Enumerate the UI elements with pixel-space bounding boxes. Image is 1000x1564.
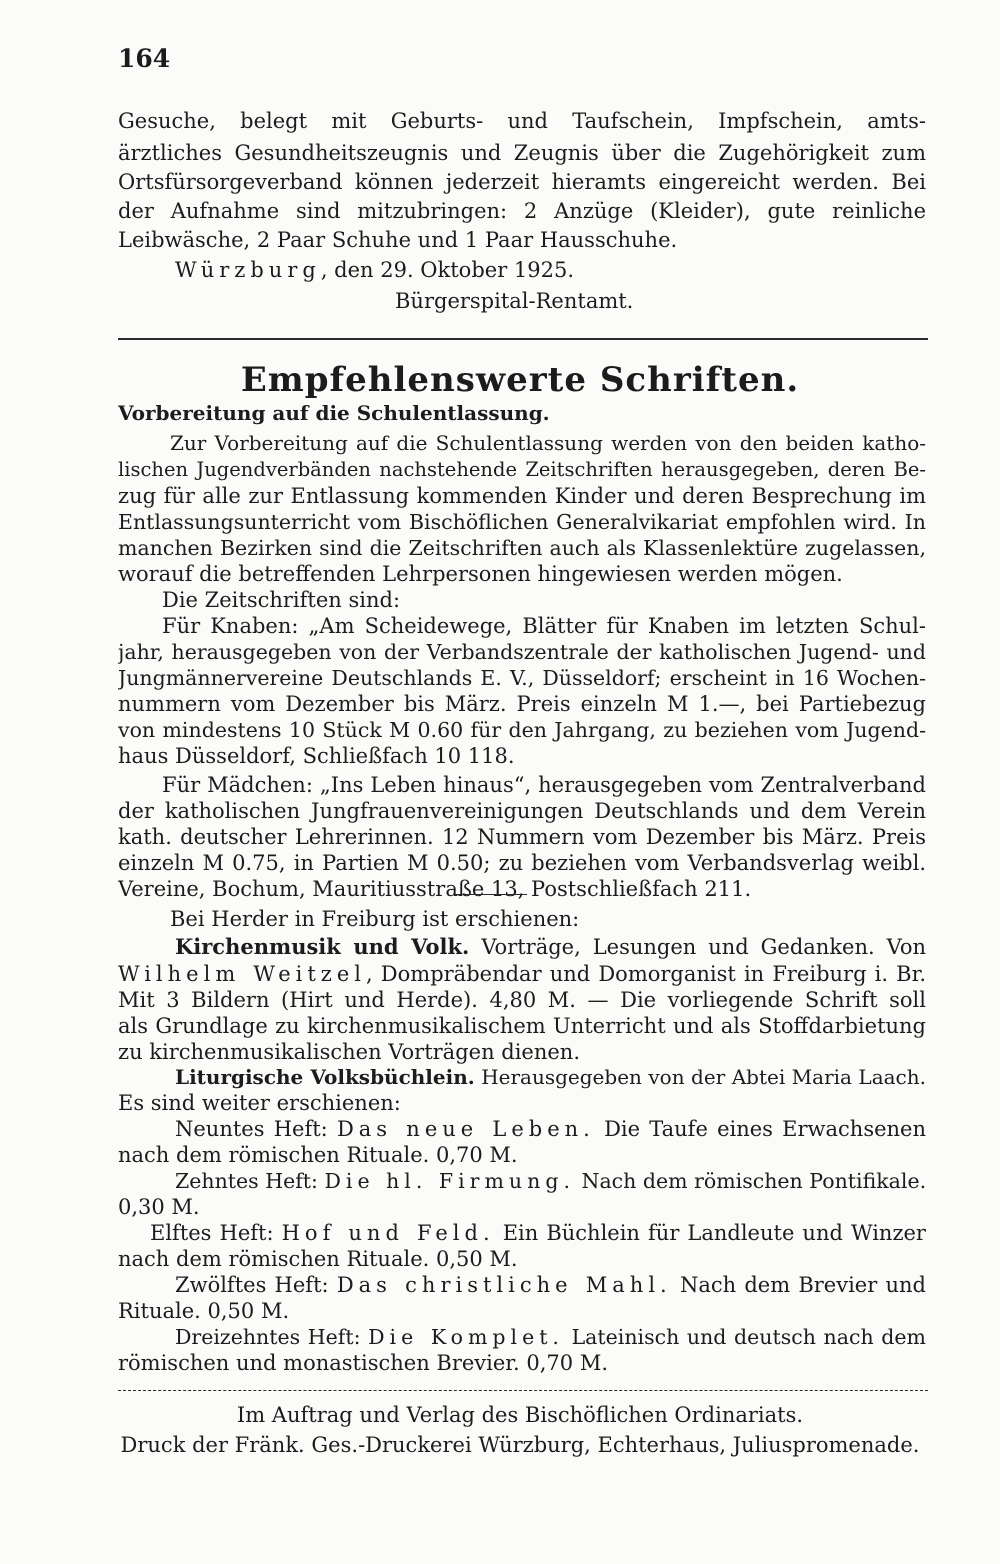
knaben-line: von mindestens 10 Stück M 0.60 für den Jahrgang, zu beziehen vom Jugend- xyxy=(118,718,926,742)
heft-title: Die hl. Firmung. xyxy=(324,1169,575,1193)
zeitschriften-intro: Die Zeitschriften sind: xyxy=(162,588,401,612)
paragraph-line: Entlassungsunterricht vom Bischöflichen Generalvikariat empfohlen wird. In xyxy=(118,510,926,534)
heft-entry-cont: nach dem römischen Rituale. 0,70 M. xyxy=(118,1143,518,1167)
intro-line: Leibwäsche, 2 Paar Schuhe und 1 Paar Hausschuhe. xyxy=(118,228,678,252)
heft-title: Das neue Leben. xyxy=(336,1117,595,1141)
author-title: , Dompräbendar und Domorganist in Freiburg i. Br. xyxy=(366,962,926,986)
heft-title: Die Komplet. xyxy=(368,1325,564,1349)
heft-title: Hof und Feld. xyxy=(281,1221,495,1245)
knaben-line: Jungmännervereine Deutschlands E. V., Düsseldorf; erscheint in 16 Wochen- xyxy=(118,666,926,690)
heft-label: Neuntes Heft: xyxy=(175,1117,328,1141)
knaben-line: haus Düsseldorf, Schließfach 10 118. xyxy=(118,744,515,768)
author-name: Wilhelm Weitzel xyxy=(118,962,367,986)
liturgische-editor: Herausgegeben von der Abtei Maria Laach. xyxy=(481,1065,926,1089)
heft-entry-cont: 0,30 M. xyxy=(118,1195,200,1219)
paragraph-line: Zur Vorbereitung auf die Schulentlassung werden von den beiden katho- xyxy=(170,431,926,455)
footer-divider xyxy=(118,1390,928,1391)
liturgische-line xyxy=(175,1064,926,1090)
maedchen-line: Vereine, Bochum, Mauritiusstraße 13, Postschließfach 211. xyxy=(118,877,752,901)
heft-entry-cont: nach dem römischen Rituale. 0,50 M. xyxy=(118,1247,518,1271)
kirchenmusik-title: Kirchenmusik und Volk. xyxy=(175,934,470,959)
heft-description: Die Taufe eines Erwachsenen xyxy=(604,1117,926,1141)
heft-entry xyxy=(175,1324,926,1350)
heft-entry xyxy=(175,1272,926,1298)
imprint-line: Druck der Fränk. Ges.-Druckerei Würzburg, Echterhaus, Juliuspromenade. xyxy=(120,1433,920,1457)
intro-line: Gesuche, belegt mit Geburts- und Taufschein, Impfschein, amts- xyxy=(118,109,926,133)
kirchenmusik-line: zu kirchenmusikalischen Vorträgen dienen. xyxy=(118,1040,581,1064)
maedchen-line: kath. deutscher Lehrerinnen. 12 Nummern vom Dezember bis März. Preis xyxy=(118,825,926,849)
date-text: , den 29. Oktober 1925. xyxy=(320,258,575,282)
kirchenmusik-line xyxy=(118,961,926,987)
heft-entry xyxy=(150,1220,926,1246)
heft-title: Das christliche Mahl. xyxy=(336,1273,672,1297)
liturgische-title: Liturgische Volksbüchlein. xyxy=(175,1065,475,1089)
place-name: Würzburg xyxy=(175,258,321,282)
paragraph-line: manchen Bezirken sind die Zeitschriften auch als Klassenlektüre zugelassen, xyxy=(118,536,926,560)
dateline xyxy=(175,257,574,283)
maedchen-line: einzeln M 0.75, in Partien M 0.50; zu beziehen vom Verbandsverlag weibl. xyxy=(118,851,926,875)
heft-entry xyxy=(175,1168,926,1194)
knaben-line: nummern vom Dezember bis März. Preis einzeln M 1.—, bei Partiebezug xyxy=(118,692,926,716)
intro-line: Ortsfürsorgeverband können jederzeit hieramts eingereicht werden. Bei xyxy=(118,170,926,194)
paragraph-line: worauf die betreffenden Lehrpersonen hingewiesen werden mögen. xyxy=(118,562,843,586)
maedchen-line: der katholischen Jungfrauenvereinigungen Deutschlands und dem Verein xyxy=(118,799,926,823)
page-number: 164 xyxy=(118,44,171,73)
subheading: Vorbereitung auf die Schulentlassung. xyxy=(118,401,550,425)
maedchen-line: Für Mädchen: „Ins Leben hinaus“, herausgegeben vom Zentralverband xyxy=(162,773,926,797)
kirchenmusik-line: Mit 3 Bildern (Hirt und Herde). 4,80 M. — Die vorliegende Schrift soll xyxy=(118,988,926,1012)
knaben-line: jahr, herausgegeben von der Verbandszentrale der katholischen Jugend- und xyxy=(118,640,926,664)
kirchenmusik-line xyxy=(175,934,926,960)
heft-entry-cont: Rituale. 0,50 M. xyxy=(118,1299,290,1323)
herder-intro: Bei Herder in Freiburg ist erschienen: xyxy=(170,907,580,931)
section-divider xyxy=(118,338,928,340)
kirchenmusik-subtitle: Vorträge, Lesungen und Gedanken. Von xyxy=(481,935,926,959)
heft-entry-cont: römischen und monastischen Brevier. 0,70 M. xyxy=(118,1351,608,1375)
paragraph-line: zug für alle zur Entlassung kommenden Kinder und deren Besprechung im xyxy=(118,484,926,508)
short-divider xyxy=(455,894,527,895)
kirchenmusik-line: als Grundlage zu kirchenmusikalischem Unterricht und als Stoffdarbietung xyxy=(118,1014,926,1038)
heft-description: Nach dem Brevier und xyxy=(679,1273,926,1297)
imprint-line: Im Auftrag und Verlag des Bischöflichen Ordinariats. xyxy=(236,1403,804,1427)
heft-label: Dreizehntes Heft: xyxy=(175,1325,361,1349)
section-heading: Empfehlenswerte Schriften. xyxy=(240,360,800,400)
heft-label: Elftes Heft: xyxy=(150,1221,274,1245)
intro-line: ärztliches Gesundheitszeugnis und Zeugnis über die Zugehörigkeit zum xyxy=(118,141,926,165)
heft-description: Nach dem römischen Pontifikale. xyxy=(581,1169,926,1193)
liturgische-line: Es sind weiter erschienen: xyxy=(118,1091,401,1115)
heft-description: Ein Büchlein für Landleute und Winzer xyxy=(502,1221,926,1245)
intro-line: der Aufnahme sind mitzubringen: 2 Anzüge (Kleider), gute reinliche xyxy=(118,199,926,223)
heft-description: Lateinisch und deutsch nach dem xyxy=(571,1325,926,1349)
knaben-line: Für Knaben: „Am Scheidewege, Blätter für Knaben im letzten Schul- xyxy=(162,614,926,638)
heft-label: Zehntes Heft: xyxy=(175,1169,318,1193)
issuing-office: Bürgerspital-Rentamt. xyxy=(395,289,634,313)
heft-label: Zwölftes Heft: xyxy=(175,1273,329,1297)
heft-entry xyxy=(175,1116,926,1142)
paragraph-line: lischen Jugendverbänden nachstehende Zeitschriften herausgegeben, deren Be- xyxy=(118,458,926,481)
